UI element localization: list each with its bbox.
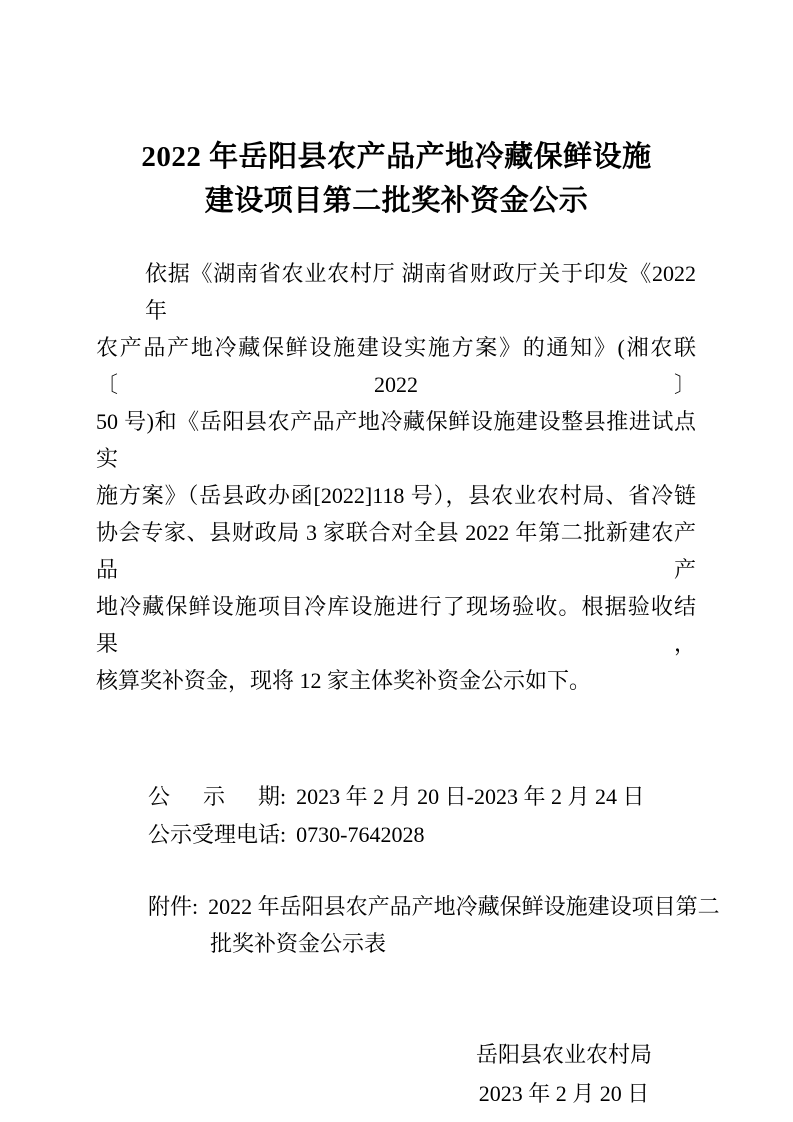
signature-block [474,1035,654,1113]
body-paragraph [96,255,696,699]
notice-block [148,778,793,854]
paragraph-line: 50 号)和《岳阳县农产品产地冷藏保鲜设施建设整县推进试点实 [96,409,696,471]
colon: : [280,784,287,809]
signature-date: 2023 年 2 月 20 日 [478,1081,650,1106]
paragraph-line: 协会专家、县财政局 3 家联合对全县 2022 年第二批新建农产品产 [96,520,696,582]
attachment-label: 附件 [148,894,193,919]
paragraph-line: 核算奖补资金，现将 12 家主体奖补资金公示如下。 [96,668,592,693]
phone-row [148,816,793,854]
attachment-title-part-1: 2022 年岳阳县农产品产地冷藏保鲜设施建设项目第二 [208,894,720,919]
paragraph-line: 地冷藏保鲜设施项目冷库设施进行了现场验收。根据验收结果， [96,594,696,656]
phone-label: 公示受理电话 [148,822,281,847]
publicity-period-value: 2023 年 2 月 20 日-2023 年 2 月 24 日 [296,784,645,809]
document-title [0,135,793,223]
colon: : [192,894,199,919]
paragraph-line: 农产品产地冷藏保鲜设施建设实施方案》的通知》(湘农联〔2022〕 [96,335,696,397]
colon: : [280,822,287,847]
phone-value: 0730-7642028 [296,822,425,847]
title-line-1: 2022 年岳阳县农产品产地冷藏保鲜设施 [141,141,652,173]
attachment-block [148,888,793,962]
title-line-2: 建设项目第二批奖补资金公示 [204,185,589,217]
attachment-line-1 [148,888,793,925]
paragraph-line: 依据《湖南省农业农村厅 湖南省财政厅关于印发《2022 年 [145,261,696,323]
signature-organization: 岳阳县农业农村局 [475,1042,652,1067]
paragraph-line: 施方案》（岳县政办函[2022]118 号），县农业农村局、省冷链 [96,483,696,508]
attachment-title-part-2: 批奖补资金公示表 [210,931,387,956]
publicity-period-label: 公 示 期 [148,784,280,809]
publicity-period-row [148,778,793,816]
